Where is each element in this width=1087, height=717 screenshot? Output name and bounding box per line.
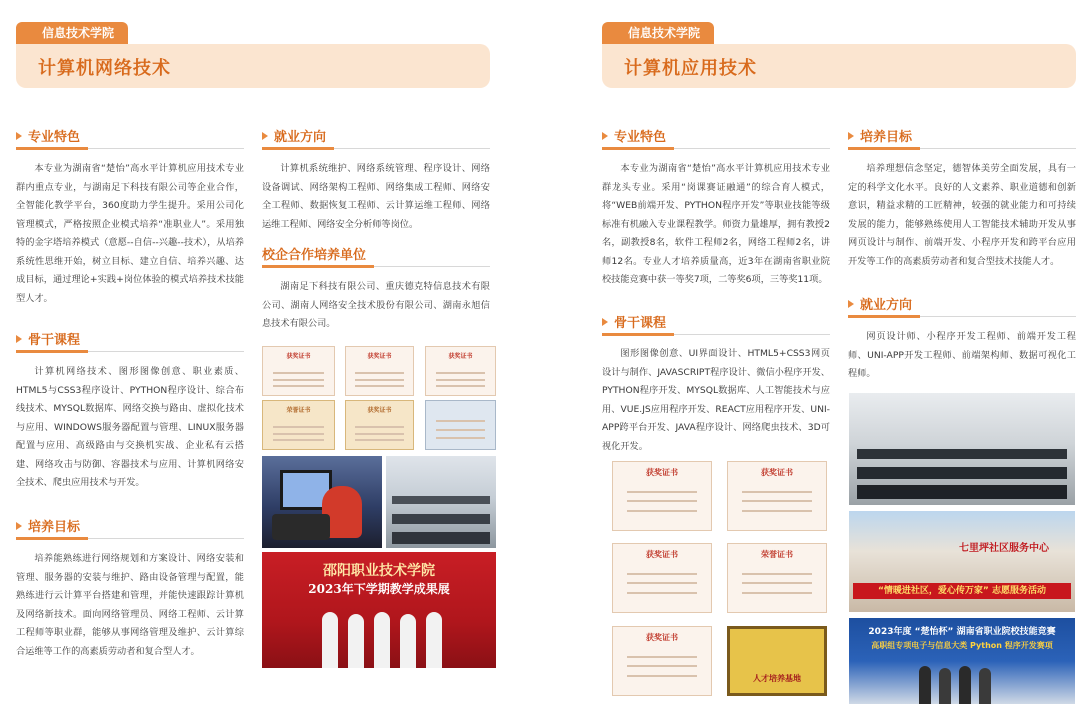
certificate-image: 获奖证书 [425, 346, 496, 396]
right-career-heading: 就业方向 [848, 294, 1076, 317]
left-partners-heading: 校企合作培养单位 [262, 244, 490, 267]
right-goals-text: 培养理想信念坚定，德智体美劳全面发展，具有一定的科学文化水平。良好的人文素养、职业道德和创新意识，精益求精的工匠精神，较强的就业能力和可持续发展的能力，能够熟练使用人工智能技术辅助开发从事网页设计与制作、前端开发、小程序开发和跨平台应用开发等工作的高素质劳动者和复合型技术技能人才。 [848, 163, 1076, 267]
left-dept-tab: 信息技术学院 [16, 22, 128, 44]
left-goals-heading: 培养目标 [16, 516, 244, 539]
left-courses-text: 计算机网络技术、图形图像创意、职业素质、HTML5与CSS3程序设计、PYTHON程序设计、综合布线技术、MYSQL数据库、网络交换与路由、虚拟化技术与应用、WINDOWS服务器配置与管理、LINUX服务器配置与应用、高级路由与交换机实战、企业私有云搭建、网络攻击与防御、容器技术与应用、计算机网络安全技术、爬虫应用技术与开发。 [16, 366, 244, 488]
triangle-bullet-icon [848, 300, 854, 308]
right-career-text: 网页设计师、小程序开发工程师、前端开发工程师、UNI-APP开发工程师、前端架构师、数据可视化工程师。 [848, 331, 1076, 379]
certificate-image: 获奖证书 [612, 626, 712, 696]
computer-lab-photo [386, 456, 496, 548]
certificate-image: 荣誉证书 [262, 400, 335, 450]
right-title-bar [602, 44, 1076, 88]
right-features-text: 本专业为湖南省“楚怡”高水平计算机应用技术专业群龙头专业。采用“岗课赛证融通”的综合育人模式，将“WEB前端开发、PYTHON程序开发”等职业技能等级标准有机融入专业课程教学。师资力量雄厚，拥有教授2名，副教授8名，软件工程师2名，网络工程师2名，讲师12名。专业人才培养质量高，近3年在湖南省职业院校技能竞赛中获一等奖7项，二等奖6项，三等奖11项。 [602, 163, 830, 285]
certificate-image [425, 400, 496, 450]
community-center-sign: 七里坪社区服务中心 [959, 543, 1049, 554]
right-major-title: 计算机应用技术 [624, 58, 757, 79]
racing-simulator-photo [262, 456, 382, 548]
certificate-image: 获奖证书 [345, 400, 414, 450]
triangle-bullet-icon [602, 132, 608, 140]
triangle-bullet-icon [262, 132, 268, 140]
left-major-title: 计算机网络技术 [38, 58, 171, 79]
triangle-bullet-icon [16, 522, 22, 530]
volunteer-service-photo [849, 511, 1075, 612]
right-courses-heading: 骨干课程 [602, 312, 830, 335]
right-dept-tab: 信息技术学院 [602, 22, 714, 44]
triangle-bullet-icon [848, 132, 854, 140]
certificate-image: 荣誉证书 [727, 543, 827, 613]
achievement-exhibition-photo [262, 552, 496, 668]
left-career-text: 计算机系统维护、网络系统管理、程序设计、网络设备调试、网络架构工程师、网络集成工程师、网络安全工程师、数据恢复工程师、云计算运维工程师、网络运维工程师、网络安全分析师等岗位。 [262, 163, 490, 230]
training-base-plaque: 人才培养基地 [727, 626, 827, 696]
right-goals-heading: 培养目标 [848, 126, 1076, 149]
competition-line-2: 高职组专项电子与信息大类 Python 程序开发赛项 [871, 641, 1053, 650]
left-title-bar [16, 44, 490, 88]
triangle-bullet-icon [602, 318, 608, 326]
right-features-heading: 专业特色 [602, 126, 830, 149]
left-courses-heading: 骨干课程 [16, 329, 244, 352]
certificate-image: 获奖证书 [612, 543, 712, 613]
right-courses-text: 图形图像创意、UI界面设计、HTML5+CSS3网页设计与制作、JAVASCRIPT程序设计、微信小程序开发、PYTHON程序开发、MYSQL数据库、人工智能技术与应用、VUE.JS应用程序开发、REACT应用程序开发、UNI-APP跨平台开发、JAVA程序设计、网络爬虫技术、3D可视化开发。 [602, 348, 830, 452]
certificate-image: 获奖证书 [612, 461, 712, 531]
left-goals-text: 培养能熟练进行网络规划和方案设计、网络安装和管理、服务器的安装与维护、路由设备管理与配置，能熟练进行云计算平台搭建和管理，并能快速跟踪计算机及网络新技术。面向网络管理员、网络工程师、云计算工程师等职业群，能够从事网络管理及维护、云计算综合运维等工作的高素质劳动者和复合型人才。 [16, 553, 244, 657]
triangle-bullet-icon [16, 335, 22, 343]
certificate-image: 获奖证书 [727, 461, 827, 531]
left-partners-text: 湖南足下科技有限公司、重庆德克特信息技术有限公司、湖南人网络安全技术股份有限公司、湖南永旭信息技术有限公司。 [262, 281, 490, 329]
banner-line-2: 2023年下学期教学成果展 [308, 582, 450, 596]
computer-classroom-photo [849, 393, 1075, 505]
left-career-heading: 就业方向 [262, 126, 490, 149]
banner-line-1: 邵阳职业技术学院 [323, 563, 435, 579]
left-features-text: 本专业为湖南省“楚怡”高水平计算机应用技术专业群内重点专业，与湖南足下科技有限公司等企业合作，全智能化教学平台，360度助力学生提升。采用公司化管理模式，严格按照企业模式培养“准职业人”。采用独特的金字塔培养模式（意愿--自信--兴趣--技术），从培养系统性思维开始，树立目标、建立自信、培养兴趣、达成目标，通过理论+实践+岗位体验的模式培养技术技能型人才。 [16, 163, 244, 304]
competition-photo [849, 618, 1075, 704]
left-features-heading: 专业特色 [16, 126, 244, 149]
certificate-image: 获奖证书 [345, 346, 414, 396]
volunteer-slogan-banner: “情暖进社区，爱心传万家” 志愿服务活动 [853, 583, 1071, 599]
triangle-bullet-icon [16, 132, 22, 140]
competition-line-1: 2023年度 “楚怡杯” 湖南省职业院校技能竞赛 [868, 627, 1056, 637]
certificate-image: 获奖证书 [262, 346, 335, 396]
